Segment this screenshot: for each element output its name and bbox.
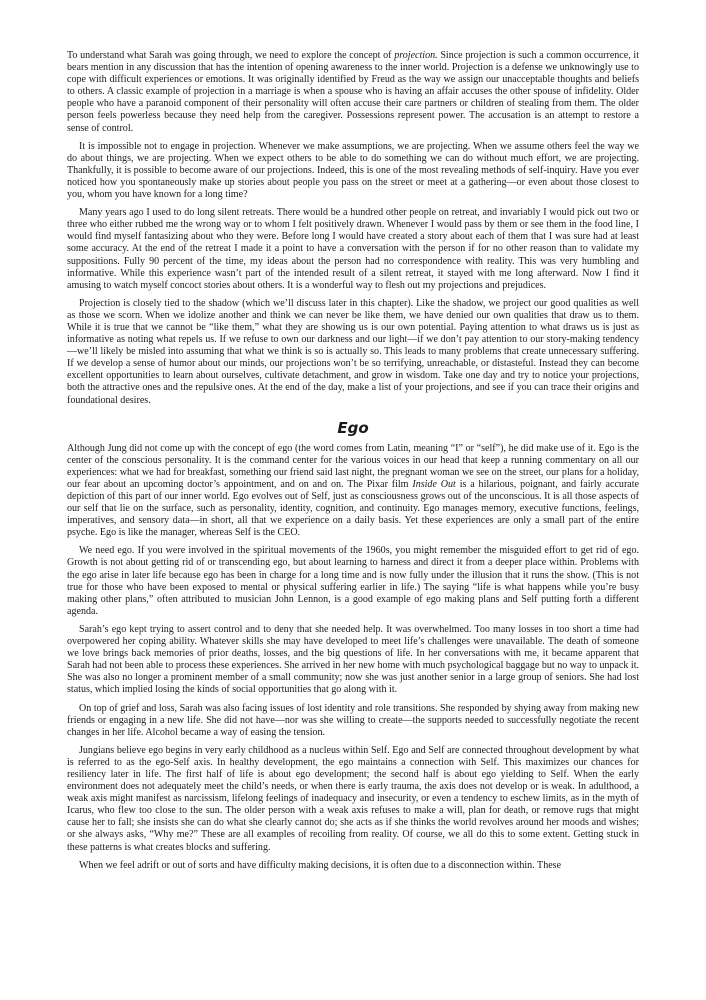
body-paragraph [67, 624, 639, 697]
paragraph-text: Projection is closely tied to the shadow (which we’ll discuss later in this chapter). Like the shadow, we project our good qualities as well as those we scorn. When we idolize another and think we can never be like them, we have denied our own qualities that draw us to them. While it is true that we cannot be “like them,” what they are showing us is our own potential. Paying attention to what draws us is just as informative as noting what repels us. If we refuse to own our darkness and our light—if we don’t pay attention to our story-making tendency—we’ll likely be misled into assuming that what we think is so is actually so. This leads to many problems that create unnecessary suffering. If we develop a sense of humor about our minds, our projections won’t be so terrifying, unreachable, or distasteful. Instead they can become excellent opportunities to learn about ourselves, cultivate detachment, and grow in wisdom. Take one day and try to notice your projections, both the attractive ones and the repulsive ones. At the end of the day, make a list of your projections, and see if you can trace their origins and foundational desires. [67, 297, 639, 406]
body-paragraph [67, 141, 639, 201]
italic-text: projection. [394, 50, 438, 61]
paragraph-text: Since projection is such a common occurrence, it bears mention in any discussion that has the intention of opening awareness to the inner world. Projection is a defense we unknowingly use to cope with difficult experiences or emotions. It was originally identified by Freud as the way we assign our unacceptable thoughts and beliefs to others. A classic example of projection in a marriage is when a spouse who is having an affair accuses the other spouse of infidelity. Older people who have a paranoid component of their personality will often accuse their care partners or children of stealing from them. The older person feels powerless because they need help from the caregiver. Possessions represent power. The accusation is an attempt to restore a sense of control. [67, 50, 639, 134]
paragraph-text: We need ego. If you were involved in the spiritual movements of the 1960s, you might remember the misguided effort to get rid of ego. Growth is not about getting rid of or transcending ego, but about learning to harness and direct it from a deeper place within. Problems with the ego arise in later life because ego has been in charge for a long time and is now fully under the illusion that it runs the show. (This is not true for those who have been exposed to mental or physical suffering earlier in life.) The saying “life is what happens while you’re busy making other plans,” often attributed to musician John Lennon, is a good example of ego making plans and Self putting forth a different agenda. [67, 545, 639, 617]
paragraph-text: When we feel adrift or out of sorts and have difficulty making decisions, it is often due to a disconnection within. These [79, 859, 562, 871]
italic-text: Inside Out [412, 478, 456, 490]
section-heading-ego: Ego [337, 418, 369, 437]
document-page [67, 50, 639, 878]
paragraph-text: To understand what Sarah was going through, we need to explore the concept of [67, 50, 395, 61]
paragraph-text: It is impossible not to engage in projection. Whenever we make assumptions, we are projecting. When we assume others feel the way we do about things, we are projecting. When we expect others to be able to do something we can do without much effort, we are projecting. Thankfully, it is possible to become aware of our projections. Indeed, this is one of the most revealing methods of self-inquiry. Have you ever noticed how you spontaneously make up stories about people you pass on the street or meet at a gathering—or even about those closest to you, whom you have known for a long time? [67, 140, 639, 201]
body-paragraph [67, 545, 639, 618]
paragraph-text: Although Jung did not come up with the concept of ego (the word comes from Latin, meaning “I” or “self”), he did make use of it. Ego is the center of the conscious personality. It is the command center for the various voices in our head that keep a running commentary on all our experiences: what we had for breakfast, something our friend said last night, the pregnant woman we see on the street, our plans for a holiday, our fear about an upcoming doctor’s appointment, and on and on. The Pixar film [67, 442, 639, 490]
paragraph-text: Sarah’s ego kept trying to assert control and to deny that she needed help. It was overwhelmed. Too many losses in too short a time had overpowered her coping ability. Whatever skills she may have developed to meet life’s challenges were unavailable. The death of someone we love brings back memories of prior deaths, losses, and the big questions of life. In her conversations with me, it became apparent that Sarah had not been able to process these experiences. She arrived in her new home with much psychological baggage but no way to unpack it. She was also no longer a prominent member of a small community; now she was just another senior in a large group of seniors. She had lost status, which implied losing the kinds of social opportunities that go along with it. [67, 623, 639, 696]
ego-section [67, 443, 639, 872]
body-paragraph [67, 50, 639, 135]
paragraph-text: is a hilarious, poignant, and fairly accurate depiction of this part of our inner world. Ego evolves out of Self, just as consciousness grows out of the unconscious. It is all those aspects of our self that lie on the surface, such as personality, identity, cognition, and continuity. Ego manages memory, executive functions, feelings, imperatives, and sensory data—in short, all that we experience on a daily basis. Yet these experiences are only a small part of the entire psyche. Ego is like the manager, whereas Self is the CEO. [67, 478, 640, 539]
paragraph-text: Jungians believe ego begins in very early childhood as a nucleus within Self. Ego and Self are connected throughout development by what is referred to as the ego-Self axis. In healthy development, the ego maintains a connection with Self. This maximizes our chances for resiliency later in life. The first half of life is about ego development; the second half is about ego yielding to Self. When the early environment does not adequately meet the child’s needs, or when there is early trauma, the axis does not develop or is weak. In adulthood, a weak axis might manifest as narcissism, lifelong feelings of inadequacy and insecurity, or even a tendency to eschew limits, as in the myth of Icarus, who flew too close to the sun. The older person with a weak axis refuses to make a will, plan for death, or remove rugs that might cause her to fall; she insists she can do what she clearly cannot do; she acts as if she thinks the world revolves around her moods and wishes; or she always asks, “Why me?” These are all examples of recoiling from reality. Of course, we all do this to some extent. Getting stuck in these patterns is what creates blocks and suffering. [67, 744, 639, 853]
paragraph-text: On top of grief and loss, Sarah was also facing issues of lost identity and role transitions. She responded by shying away from making new friends or engaging in a new life. She did not have—nor was she willing to create—the supports needed to successfully negotiate the recent changes in her life. Alcohol became a way of easing the tension. [67, 702, 639, 738]
body-paragraph [67, 745, 639, 854]
body-paragraph [67, 703, 639, 739]
body-paragraph [67, 443, 639, 540]
body-paragraph [67, 860, 639, 872]
paragraph-text: Many years ago I used to do long silent retreats. There would be a hundred other people on retreat, and invariably I would pick out two or three who either rubbed me the wrong way or to whom I felt positively drawn. Whenever I would pass by them or see them in the food line, I would find myself fantasizing about who they were. Before long I would have created a story about each of them that I was sure had at least some accuracy. At the end of the retreat I made it a point to have a conversation with the person if for no other reason than to validate my suppositions. Fully 90 percent of the time, my ideas about the person had no correspondence with reality. This was very humbling and informative. While this experience wasn’t part of the intended result of a silent retreat, it stayed with me long afterward. Now I find it amusing to watch myself concoct stories about others. It is a wonderful way to flesh out my projections and prejudices. [67, 207, 639, 291]
body-paragraph [67, 298, 639, 407]
projection-section [67, 50, 639, 407]
body-paragraph [67, 207, 639, 292]
